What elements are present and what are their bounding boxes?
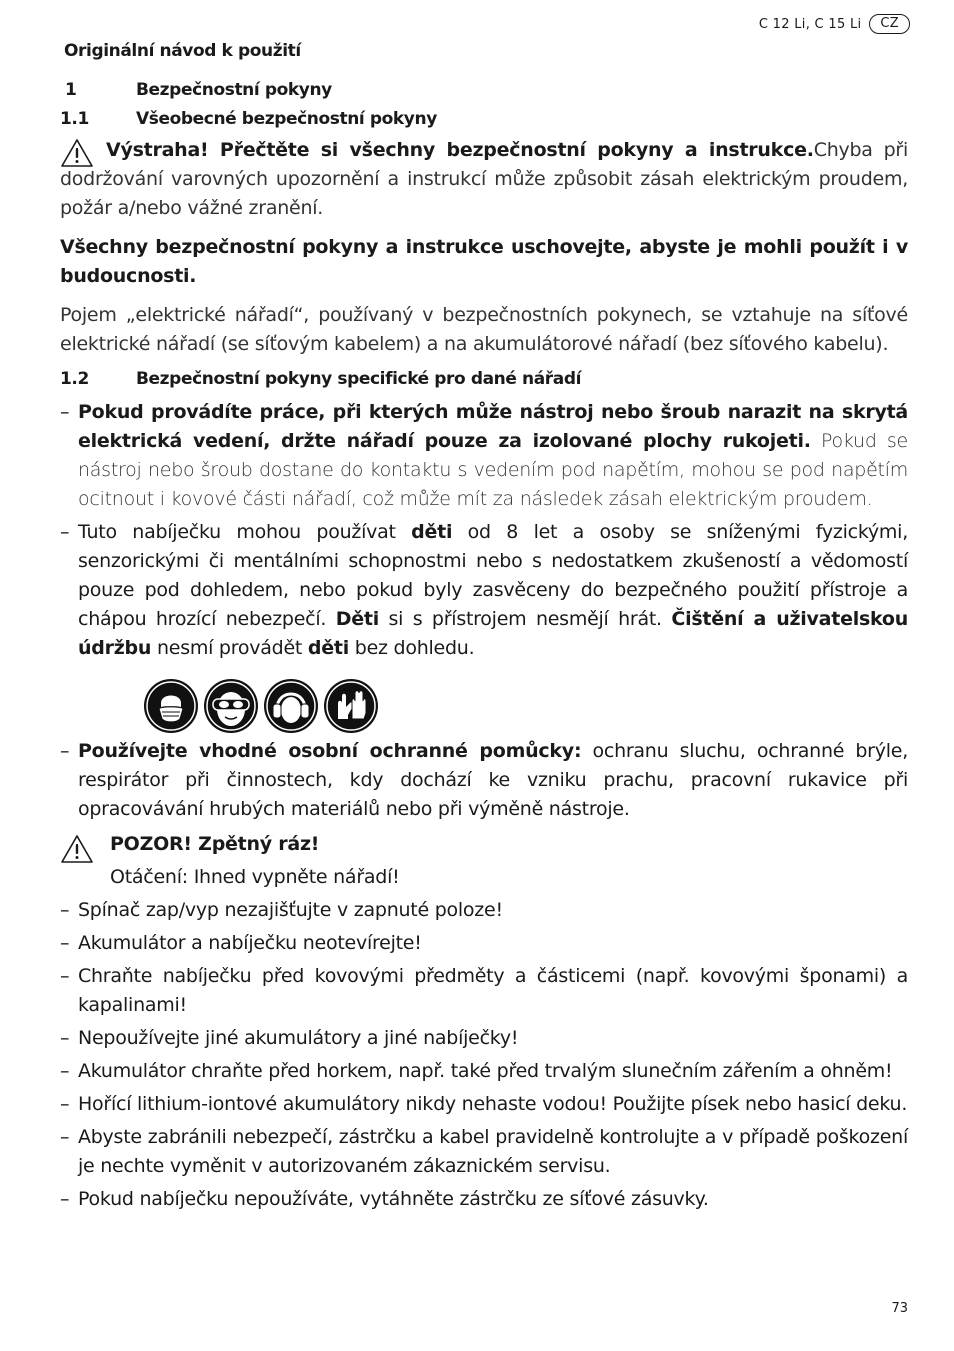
list-item: – Spínač zap/vyp nezajišťujte v zapnuté poloze! [60, 896, 908, 925]
work-gloves-icon [324, 679, 378, 733]
list-item-children [60, 518, 908, 663]
general-rules-list [60, 896, 908, 1214]
item-text: Pokud se nástroj nebo šroub dostane do kontaktu s vedením pod napětím, mohou se pod napětím ocitnout i kovové části nářadí, což může mít za následek zásah elektrickým proudem. [78, 430, 908, 510]
warning-triangle-icon [60, 834, 94, 864]
item-text: nesmí provádět [151, 637, 308, 659]
item-bold-text: Používejte vhodné osobní ochranné pomůcky: [78, 740, 582, 762]
item-text: bez dohledu. [348, 637, 475, 659]
section-title: Bezpečnostní pokyny [136, 80, 332, 100]
list-item: – Akumulátor a nabíječku neotevírejte! [60, 929, 908, 958]
ppe-icons-row [144, 679, 908, 735]
item-bold-text: Pokud provádíte práce, při kterých může nástroj nebo šroub narazit na skrytá elektrická vedení, držte nářadí pouze za izolované plochy rukojeti. [78, 401, 908, 452]
item-text: si s přístrojem nesmějí hrát. [378, 608, 672, 630]
list-item: – Pokud nabíječku nepoužíváte, vytáhněte zástrčku ze síťové zásuvky. [60, 1185, 908, 1214]
ear-protection-icon [264, 679, 318, 733]
item-text: od 8 let a osoby se sníženými fyzickými, senzorickými či mentálními schopnostmi nebo s nedostatkem zkušeností a vědomostí pouze pod dohledem, nebo pokud byly zasvěceny do bezpečného použití přístroje a chápou hrozící nebezpečí. [78, 521, 908, 630]
model-label: C 12 Li, C 15 Li [758, 16, 862, 32]
list-item: – Hořící lithium-iontové akumulátory nikdy nehaste vodou! Použijte písek nebo hasicí deku. [60, 1090, 908, 1119]
list-item: – Chraňte nabíječku před kovovými předměty a částicemi (např. kovovými šponami) a kapalinami! [60, 962, 908, 1020]
kickback-title: POZOR! Zpětný ráz! [110, 833, 320, 855]
kickback-warning [60, 830, 908, 892]
section-number: 1.2 [60, 369, 89, 389]
specific-safety-list [60, 398, 908, 663]
page-number: 73 [891, 1301, 908, 1316]
language-badge: CZ [869, 14, 910, 34]
section-number: 1.1 [60, 109, 89, 129]
list-item-ppe [60, 737, 908, 824]
list-item: – Abyste zabránili nebezpečí, zástrčku a kabel pravidelně kontrolujte a v případě poškození je nechte vyměnit v autorizovaném zákaznickém servisu. [60, 1123, 908, 1181]
section-heading-1-1 [60, 105, 908, 134]
section-heading-1 [60, 76, 908, 105]
item-bold-text: Děti [335, 608, 379, 630]
item-bold-text: Čištění a uživatelskou údržbu [78, 608, 909, 659]
power-tool-definition: Pojem „elektrické nářadí“, používaný v bezpečnostních pokynech, se vztahuje na síťové elektrické nářadí (se síťovým kabelem) a na akumulátorové nářadí (bez síťového kabelu). [60, 304, 908, 355]
respirator-mask-icon [144, 679, 198, 733]
warning-text: Chyba při dodržování varovných upozornění a instrukcí může způsobit zásah elektrickým proudem, požár a/nebo vážné zranění. [60, 139, 908, 219]
keep-instructions-note: Všechny bezpečnostní pokyny a instrukce uschovejte, abyste je mohli použít i v budoucnosti. [60, 236, 908, 287]
section-title: Bezpečnostní pokyny specifické pro dané nářadí [136, 369, 582, 389]
kickback-text: Otáčení: Ihned vypněte nářadí! [110, 866, 400, 888]
item-bold-text: děti [411, 521, 453, 543]
page-header [759, 14, 910, 34]
section-number: 1 [65, 80, 77, 100]
list-item-hidden-wires [60, 398, 908, 514]
item-bold-text: děti [307, 637, 349, 659]
list-item: – Nepoužívejte jiné akumulátory a jiné nabíječky! [60, 1024, 908, 1053]
safety-goggles-icon [204, 679, 258, 733]
item-text: ochranu sluchu, ochranné brýle, respirátor při činnostech, kdy dochází ke vzniku prachu, pracovní rukavice při opracovávání hrubých materiálů nebo při výměně nástroje. [78, 740, 908, 820]
list-item: – Akumulátor chraňte před horkem, např. také před trvalým slunečním zářením a ohněm! [60, 1057, 908, 1086]
section-heading-1-2 [60, 365, 908, 394]
document-title: Originální návod k použití [64, 41, 301, 61]
section-title: Všeobecné bezpečnostní pokyny [136, 109, 437, 129]
general-warning [60, 136, 908, 223]
content [60, 76, 908, 1214]
warning-triangle-icon [60, 138, 94, 168]
item-text: Tuto nabíječku mohou používat [78, 521, 412, 543]
warning-bold-text: Výstraha! Přečtěte si všechny bezpečnostní pokyny a instrukce. [106, 139, 814, 161]
ppe-list [60, 737, 908, 824]
